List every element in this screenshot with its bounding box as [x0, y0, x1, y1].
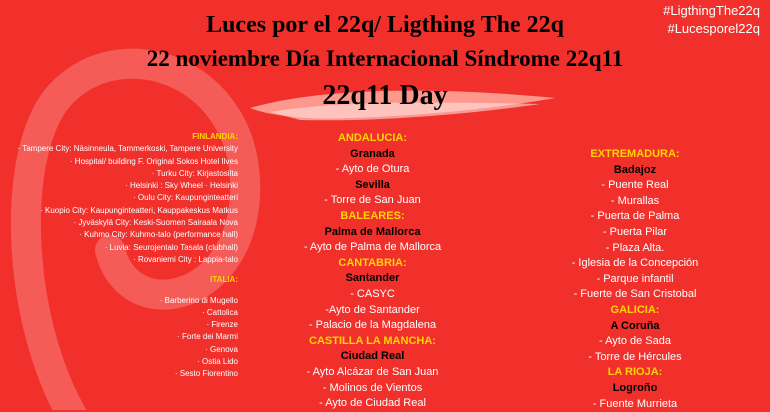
venue-item: -Ayto de Santander: [285, 303, 460, 319]
venue-item: · Forte dei Marmi: [0, 331, 238, 343]
venue-item: · Firenze: [0, 319, 238, 331]
venue-item: - Torre de Hércules: [555, 350, 715, 366]
event-day-heading: 22q11 Day: [0, 80, 770, 112]
venue-item: - Ayto de Sada: [555, 334, 715, 350]
venue-item: - Parque infantil: [555, 272, 715, 288]
city-name: A Coruña: [555, 319, 715, 335]
venue-item: - Ayto de Otura: [285, 162, 460, 178]
city-name: Palma de Mallorca: [285, 225, 460, 241]
venue-item: - Puerta de Palma: [555, 209, 715, 225]
region-heading: LA RIOJA:: [555, 365, 715, 381]
region-heading: ANDALUCIA:: [285, 131, 460, 147]
venue-item: - Ayto de Palma de Mallorca: [285, 240, 460, 256]
region-heading: CANTABRIA:: [285, 256, 460, 272]
venue-item: · Kuopio City: Kaupunginteatteri, Kauppakeskus Matkus: [0, 205, 238, 217]
hashtags: [663, 2, 760, 38]
city-name: Granada: [285, 147, 460, 163]
venue-item: · Ostia Lido: [0, 356, 238, 368]
spain-regions-list-2: [555, 147, 715, 412]
venue-item: · Luvia: Seurojentalo Tasala (clubhall): [0, 242, 238, 254]
hashtag: #Lucesporel22q: [663, 20, 760, 38]
venue-item: - Fuerte de San Cristobal: [555, 287, 715, 303]
region-heading: EXTREMADURA:: [555, 147, 715, 163]
finland-italy-list: [0, 131, 238, 381]
spacer: [0, 266, 238, 274]
venue-item: · Oulu City: Kaupunginteatteri: [0, 192, 238, 204]
city-name: Badajoz: [555, 163, 715, 179]
region-heading: GALICIA:: [555, 303, 715, 319]
hashtag: #LigthingThe22q: [663, 2, 760, 20]
venue-item: · Hospital/ building F. Original Sokos Hotel Ilves: [0, 156, 238, 168]
city-name: Santander: [285, 271, 460, 287]
venue-item: - Fuente Murrieta: [555, 397, 715, 412]
venue-item: - CASYC: [285, 287, 460, 303]
venue-item: - Iglesia de la Concepción: [555, 256, 715, 272]
venue-item: · Cattolica: [0, 307, 238, 319]
venue-item: · Tampere City: Näsinneula, Tammerkoski, Tampere University: [0, 143, 238, 155]
venue-item: - Puerta Pilar: [555, 225, 715, 241]
venue-item: · Jyväskylä City: Keski-Suomen Sairaala Nova: [0, 217, 238, 229]
venue-item: - Puente Real: [555, 178, 715, 194]
spain-regions-list-1: [285, 131, 460, 412]
event-subtitle: 22 noviembre Día Internacional Síndrome 22q11: [0, 46, 770, 72]
region-heading: FINLANDIA:: [0, 131, 238, 143]
city-name: Logroño: [555, 381, 715, 397]
city-name: Sevilla: [285, 178, 460, 194]
spacer: [0, 287, 238, 295]
venue-item: - Ayto de Ciudad Real: [285, 396, 460, 412]
venue-item: - Murallas: [555, 194, 715, 210]
venue-item: - Molinos de Vientos: [285, 381, 460, 397]
venue-item: - Plaza Alta.: [555, 241, 715, 257]
venue-item: · Rovaniemi City : Lappia-talo: [0, 254, 238, 266]
region-heading: BALEARES:: [285, 209, 460, 225]
venue-item: · Sesto Fiorentino: [0, 368, 238, 380]
venue-item: - Torre de San Juan: [285, 193, 460, 209]
region-heading: ITALIA:: [0, 274, 238, 286]
venue-item: · Barberino di Mugello: [0, 295, 238, 307]
venue-item: · Helsinki : Sky Wheel · Helsinki: [0, 180, 238, 192]
venue-item: · Turku City: Kirjastosilta: [0, 168, 238, 180]
venue-item: · Kuhmo City: Kuhmo-talo (performance hall): [0, 229, 238, 241]
venue-item: - Ayto Alcázar de San Juan: [285, 365, 460, 381]
venue-item: - Palacio de la Magdalena: [285, 318, 460, 334]
venue-item: · Genova: [0, 344, 238, 356]
city-name: Ciudad Real: [285, 349, 460, 365]
region-heading: CASTILLA LA MANCHA:: [285, 334, 460, 350]
event-title: Luces por el 22q/ Ligthing The 22q: [0, 12, 770, 39]
